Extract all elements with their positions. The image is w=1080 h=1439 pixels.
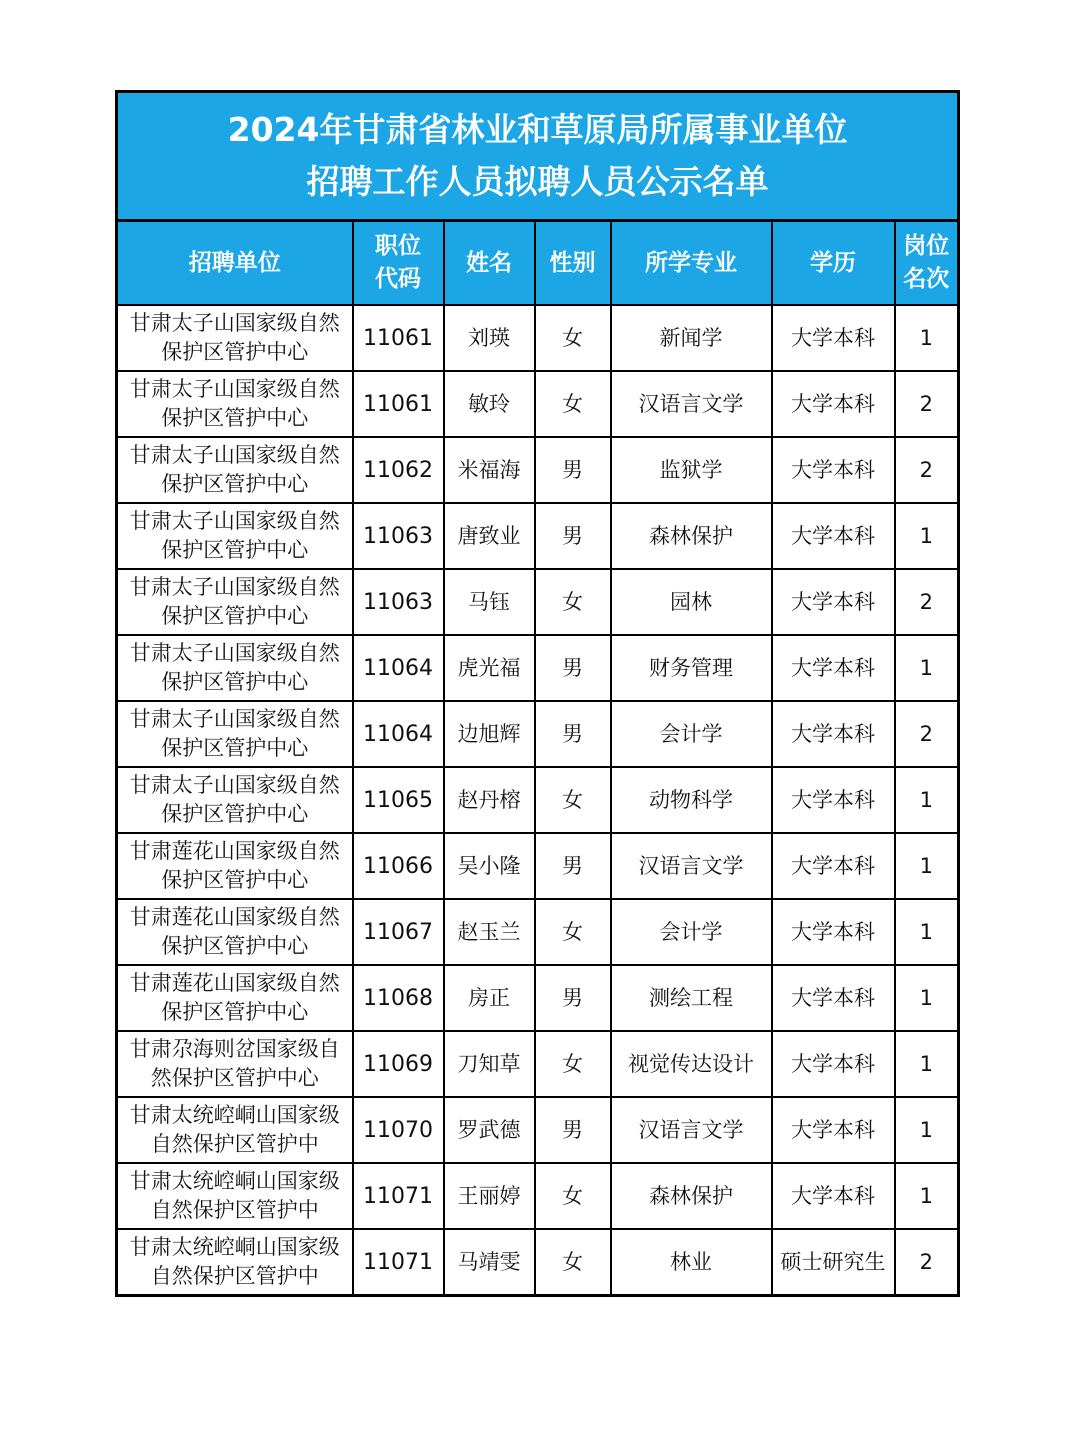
table-row <box>117 1031 959 1097</box>
major-cell: 森林保护 <box>611 503 772 569</box>
unit-cell: 甘肃太子山国家级自然 保护区管护中心 <box>117 767 353 833</box>
gender-cell: 男 <box>535 503 611 569</box>
table-row <box>117 899 959 965</box>
major-cell: 林业 <box>611 1229 772 1296</box>
name-cell: 王丽婷 <box>444 1163 535 1229</box>
name-cell: 赵玉兰 <box>444 899 535 965</box>
education-cell: 大学本科 <box>772 701 895 767</box>
gender-cell: 女 <box>535 899 611 965</box>
code-cell: 11062 <box>353 437 444 503</box>
unit-cell: 甘肃太子山国家级自然 保护区管护中心 <box>117 305 353 371</box>
rank-cell: 1 <box>895 965 959 1031</box>
column-header-position-code: 职位 代码 <box>353 221 444 306</box>
code-cell: 11063 <box>353 569 444 635</box>
column-header-major: 所学专业 <box>611 221 772 306</box>
education-cell: 大学本科 <box>772 569 895 635</box>
major-cell: 监狱学 <box>611 437 772 503</box>
rank-cell: 1 <box>895 1163 959 1229</box>
unit-cell: 甘肃尕海则岔国家级自 然保护区管护中心 <box>117 1031 353 1097</box>
code-cell: 11071 <box>353 1229 444 1296</box>
gender-cell: 男 <box>535 437 611 503</box>
code-cell: 11064 <box>353 635 444 701</box>
rank-cell: 1 <box>895 833 959 899</box>
major-cell: 财务管理 <box>611 635 772 701</box>
gender-cell: 女 <box>535 767 611 833</box>
name-cell: 刀知草 <box>444 1031 535 1097</box>
education-cell: 大学本科 <box>772 767 895 833</box>
name-cell: 刘瑛 <box>444 305 535 371</box>
gender-cell: 女 <box>535 1031 611 1097</box>
code-cell: 11071 <box>353 1163 444 1229</box>
major-cell: 动物科学 <box>611 767 772 833</box>
table-row <box>117 569 959 635</box>
table-row <box>117 503 959 569</box>
rank-cell: 2 <box>895 701 959 767</box>
name-cell: 赵丹榕 <box>444 767 535 833</box>
rank-cell: 1 <box>895 305 959 371</box>
code-cell: 11064 <box>353 701 444 767</box>
table-row <box>117 833 959 899</box>
rank-cell: 1 <box>895 1031 959 1097</box>
rank-cell: 1 <box>895 1097 959 1163</box>
gender-cell: 男 <box>535 701 611 767</box>
major-cell: 园林 <box>611 569 772 635</box>
rank-cell: 1 <box>895 635 959 701</box>
education-cell: 大学本科 <box>772 899 895 965</box>
major-cell: 会计学 <box>611 899 772 965</box>
gender-cell: 女 <box>535 1163 611 1229</box>
education-cell: 大学本科 <box>772 437 895 503</box>
gender-cell: 女 <box>535 569 611 635</box>
name-cell: 马钰 <box>444 569 535 635</box>
rank-cell: 2 <box>895 1229 959 1296</box>
rank-cell: 1 <box>895 767 959 833</box>
name-cell: 吴小隆 <box>444 833 535 899</box>
name-cell: 唐致业 <box>444 503 535 569</box>
major-cell: 视觉传达设计 <box>611 1031 772 1097</box>
code-cell: 11069 <box>353 1031 444 1097</box>
code-cell: 11068 <box>353 965 444 1031</box>
rank-cell: 2 <box>895 569 959 635</box>
gender-cell: 女 <box>535 305 611 371</box>
table-row <box>117 371 959 437</box>
name-cell: 罗武德 <box>444 1097 535 1163</box>
unit-cell: 甘肃太子山国家级自然 保护区管护中心 <box>117 569 353 635</box>
rank-cell: 2 <box>895 437 959 503</box>
code-cell: 11066 <box>353 833 444 899</box>
unit-cell: 甘肃太统崆峒山国家级 自然保护区管护中 <box>117 1097 353 1163</box>
major-cell: 汉语言文学 <box>611 833 772 899</box>
unit-cell: 甘肃太统崆峒山国家级 自然保护区管护中 <box>117 1163 353 1229</box>
personnel-table <box>115 90 960 1297</box>
rank-cell: 2 <box>895 371 959 437</box>
name-cell: 米福海 <box>444 437 535 503</box>
column-header-rank: 岗位 名次 <box>895 221 959 306</box>
code-cell: 11063 <box>353 503 444 569</box>
table-title-line-1: 2024年甘肃省林业和草原局所属事业单位 <box>227 110 848 149</box>
gender-cell: 男 <box>535 833 611 899</box>
gender-cell: 男 <box>535 635 611 701</box>
education-cell: 大学本科 <box>772 1031 895 1097</box>
education-cell: 大学本科 <box>772 371 895 437</box>
unit-cell: 甘肃太统崆峒山国家级 自然保护区管护中 <box>117 1229 353 1296</box>
code-cell: 11065 <box>353 767 444 833</box>
unit-cell: 甘肃太子山国家级自然 保护区管护中心 <box>117 701 353 767</box>
major-cell: 森林保护 <box>611 1163 772 1229</box>
education-cell: 大学本科 <box>772 503 895 569</box>
education-cell: 大学本科 <box>772 635 895 701</box>
major-cell: 会计学 <box>611 701 772 767</box>
table-row <box>117 437 959 503</box>
table-row <box>117 701 959 767</box>
unit-cell: 甘肃太子山国家级自然 保护区管护中心 <box>117 437 353 503</box>
column-header-unit: 招聘单位 <box>117 221 353 306</box>
code-cell: 11061 <box>353 305 444 371</box>
gender-cell: 女 <box>535 1229 611 1296</box>
unit-cell: 甘肃莲花山国家级自然 保护区管护中心 <box>117 899 353 965</box>
education-cell: 硕士研究生 <box>772 1229 895 1296</box>
rank-cell: 1 <box>895 899 959 965</box>
gender-cell: 女 <box>535 371 611 437</box>
education-cell: 大学本科 <box>772 1097 895 1163</box>
table-body <box>117 305 959 1296</box>
unit-cell: 甘肃莲花山国家级自然 保护区管护中心 <box>117 965 353 1031</box>
gender-cell: 男 <box>535 965 611 1031</box>
column-header-row <box>117 221 959 306</box>
column-header-gender: 性别 <box>535 221 611 306</box>
education-cell: 大学本科 <box>772 305 895 371</box>
code-cell: 11067 <box>353 899 444 965</box>
name-cell: 房正 <box>444 965 535 1031</box>
name-cell: 虎光福 <box>444 635 535 701</box>
column-header-education: 学历 <box>772 221 895 306</box>
table-title-line-2: 招聘工作人员拟聘人员公示名单 <box>306 162 769 201</box>
column-header-name: 姓名 <box>444 221 535 306</box>
table-row <box>117 1097 959 1163</box>
table-row <box>117 965 959 1031</box>
table-row <box>117 1163 959 1229</box>
code-cell: 11061 <box>353 371 444 437</box>
name-cell: 边旭辉 <box>444 701 535 767</box>
code-cell: 11070 <box>353 1097 444 1163</box>
name-cell: 敏玲 <box>444 371 535 437</box>
major-cell: 测绘工程 <box>611 965 772 1031</box>
table-row <box>117 767 959 833</box>
unit-cell: 甘肃莲花山国家级自然 保护区管护中心 <box>117 833 353 899</box>
education-cell: 大学本科 <box>772 833 895 899</box>
major-cell: 汉语言文学 <box>611 1097 772 1163</box>
name-cell: 马靖雯 <box>444 1229 535 1296</box>
table-title <box>117 92 959 221</box>
unit-cell: 甘肃太子山国家级自然 保护区管护中心 <box>117 503 353 569</box>
education-cell: 大学本科 <box>772 965 895 1031</box>
major-cell: 汉语言文学 <box>611 371 772 437</box>
table-row <box>117 1229 959 1296</box>
rank-cell: 1 <box>895 503 959 569</box>
unit-cell: 甘肃太子山国家级自然 保护区管护中心 <box>117 371 353 437</box>
gender-cell: 男 <box>535 1097 611 1163</box>
table-row <box>117 305 959 371</box>
major-cell: 新闻学 <box>611 305 772 371</box>
unit-cell: 甘肃太子山国家级自然 保护区管护中心 <box>117 635 353 701</box>
table-row <box>117 635 959 701</box>
education-cell: 大学本科 <box>772 1163 895 1229</box>
